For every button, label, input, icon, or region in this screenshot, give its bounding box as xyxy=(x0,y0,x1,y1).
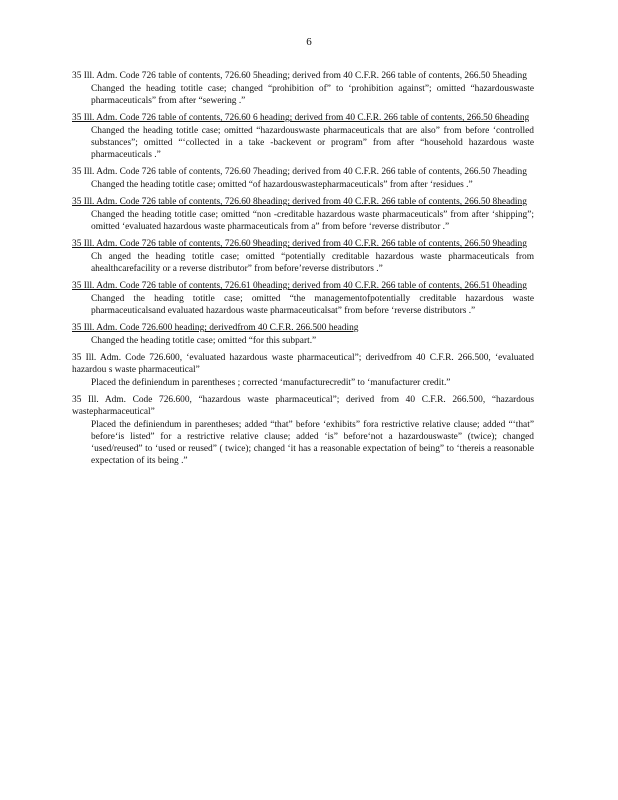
entry xyxy=(72,70,534,107)
entry xyxy=(72,322,534,347)
entry-citation: 35 Ill. Adm. Code 726 table of contents, 726.60 8heading; derived from 40 C.F.R. 266 table of contents, 266.50 8heading xyxy=(72,197,527,207)
entry xyxy=(72,112,534,161)
entry-citation: 35 Ill. Adm. Code 726.600 heading; derivedfrom 40 C.F.R. 266.500 heading xyxy=(72,323,359,333)
entry-note: Ch anged the heading totitle case; omitted “potentially creditable hazardous waste pharmaceuticals from ahealthcarefacility or a reverse distributor” from before’reverse distributors .” xyxy=(91,252,534,274)
entry-citation: 35 Ill. Adm. Code 726 table of contents, 726.60 5heading; derived from 40 C.F.R. 266 table of contents, 266.50 5heading xyxy=(72,71,527,81)
entry-note: Changed the heading totitle case; omitted “of hazardouswastepharmaceuticals” from after ‘residues .” xyxy=(91,180,473,190)
entry xyxy=(72,238,534,275)
entry xyxy=(72,196,534,233)
entry-note: Placed the definiendum in parentheses; added “that” before ‘exhibits” fora restrictive relative clause; added “‘that” before‘is listed” for a restrictive relative clause; added ‘is” before‘not a hazardouswaste” (twice); changed ‘used/reused” to ‘used or reused” ( twice); changed ‘it has a reasonable expectation of being” to ‘thereis a reasonable expectation of its being .” xyxy=(91,420,534,466)
entry-citation: 35 Ill. Adm. Code 726 table of contents, 726.60 6 heading; derived from 40 C.F.R. 266 table of contents, 266.50 6heading xyxy=(72,113,530,123)
entry-note: Changed the heading totitle case; omitted “the managementofpotentially creditable hazardous waste pharmaceuticalsand evaluated hazardous waste pharmaceuticalsat” from before ‘reverse distributors .” xyxy=(91,294,534,316)
entry-citation: 35 Ill. Adm. Code 726 table of contents, 726.60 7heading; derived from 40 C.F.R. 266 table of contents, 266.50 7heading xyxy=(72,167,527,177)
page-number: 6 xyxy=(306,36,312,48)
entry xyxy=(72,394,534,467)
entry-citation: 35 Ill. Adm. Code 726 table of contents, 726.61 0heading; derived from 40 C.F.R. 266 table of contents, 266.51 0heading xyxy=(72,281,527,291)
entry xyxy=(72,352,534,389)
entry xyxy=(72,166,534,191)
entry-citation: 35 Ill. Adm. Code 726.600, “hazardous waste pharmaceutical”; derived from 40 C.F.R. 266.500, “hazardous wastepharmaceutical” xyxy=(72,395,534,417)
entry-note: Changed the heading totitle case; omitted “non -creditable hazardous waste pharmaceuticals” from after ‘shipping”; omitted ‘evaluated hazardous waste pharmaceuticals from a” from before ‘reverse distributor .” xyxy=(91,210,534,232)
entry xyxy=(72,280,534,317)
entry-note: Changed the heading totitle case; changed “prohibition of” to ‘prohibition against”; omitted “hazardouswaste pharmaceuticals” from after “sewering .” xyxy=(91,84,534,106)
entry-note: Changed the heading totitle case; omitted “hazardouswaste pharmaceuticals that are also” from before ‘controlled substances”; omitted “‘collected in a take -backevent or program” from after “household hazardous waste pharmaceuticals .” xyxy=(91,126,534,160)
entry-citation: 35 Ill. Adm. Code 726 table of contents, 726.60 9heading; derived from 40 C.F.R. 266 table of contents, 266.50 9heading xyxy=(72,239,527,249)
entries-list xyxy=(72,70,534,472)
entry-note: Placed the definiendum in parentheses ; corrected ‘manufacturecredit” to ‘manufacturer credit.” xyxy=(91,378,451,388)
entry-note: Changed the heading totitle case; omitted “for this subpart.” xyxy=(91,336,317,346)
entry-citation: 35 Ill. Adm. Code 726.600, ‘evaluated hazardous waste pharmaceutical”; derivedfrom 40 C.F.R. 266.500, ‘evaluated hazardou s waste pharmaceutical” xyxy=(72,353,534,375)
